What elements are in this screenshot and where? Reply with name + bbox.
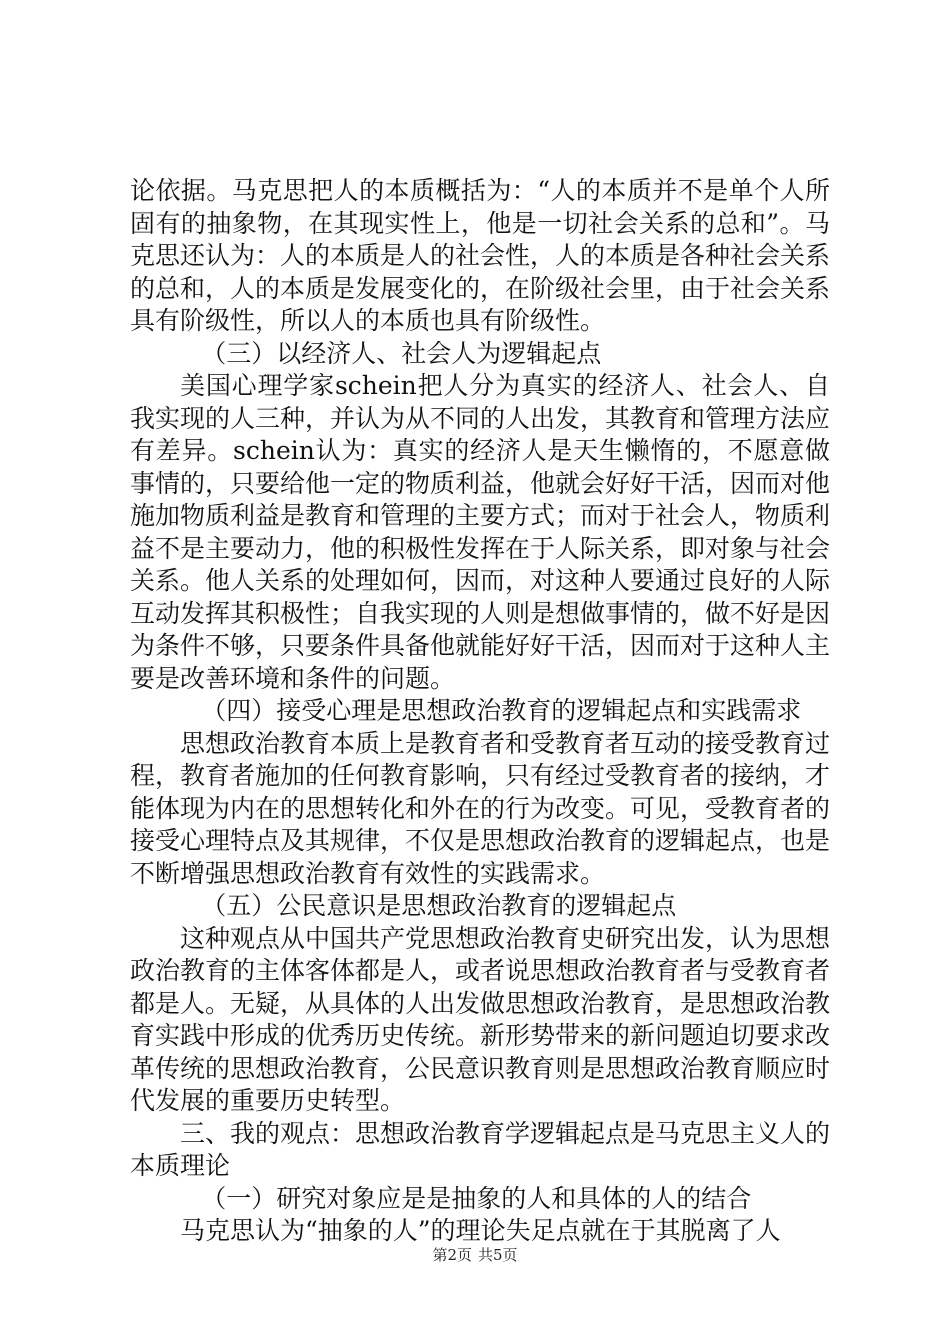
- paragraph: 这种观点从中国共产党思想政治教育史研究出发，认为思想政治教育的主体客体都是人，或者说思想政治教育者与受教育者都是人。无疑，从具体的人出发做思想政治教育，是思想政治教育实践中形成的优秀历史传统。新形势带来的新问题迫切要求改革传统的思想政治教育，公民意识教育则是思想政治教育顺应时代发展的重要历史转型。: [130, 923, 831, 1115]
- section-heading: [130, 1183, 830, 1216]
- paragraph: 马克思认为“抽象的人”的理论失足点就在于其脱离了人: [180, 1216, 781, 1245]
- chapter-heading: 三、我的观点：思想政治教育学逻辑起点是马克思主义人的本质理论: [130, 1118, 831, 1180]
- document-body: [130, 175, 830, 1248]
- section-heading: [130, 890, 830, 923]
- section-heading-text: （一）研究对象应是是抽象的人和具体的人的结合: [201, 1183, 752, 1213]
- paragraph: 美国心理学家schein把人分为真实的经济人、社会人、自我实现的人三种，并认为从不同的人出发，其教育和管理方法应有差异。schein认为：真实的经济人是天生懒惰的，不愿意做事情的，只要给他一定的物质利益，他就会好好干活，因而对他施加物质利益是教育和管理的主要方式；而对于社会人，物质利益不是主要动力，他的积极性发挥在于人际关系，即对象与社会关系。他人关系的处理如何，因而，对这种人要通过良好的人际互动发挥其积极性；自我实现的人则是想做事情的，做不好是因为条件不够，只要条件具备他就能好好干活，因而对于这种人主要是改善环境和条件的问题。: [130, 371, 831, 693]
- section-heading-text: （三）以经济人、社会人为逻辑起点: [201, 338, 602, 368]
- paragraph: 思想政治教育本质上是教育者和受教育者互动的接受教育过程，教育者施加的任何教育影响，只有经过受教育者的接纳，才能体现为内在的思想转化和外在的行为改变。可见，受教育者的接受心理特点及其规律，不仅是思想政治教育的逻辑起点，也是不断增强思想政治教育有效性的实践需求。: [130, 728, 831, 888]
- page-number: 第2页: [432, 1246, 472, 1264]
- section-heading: [130, 338, 830, 371]
- page-total: 共5页: [478, 1246, 518, 1264]
- page-footer: [0, 1244, 950, 1265]
- section-heading-text: （四）接受心理是思想政治教育的逻辑起点和实践需求: [201, 696, 802, 725]
- section-heading: [130, 695, 830, 728]
- paragraph: 论依据。马克思把人的本质概括为：“人的本质并不是单个人所固有的抽象物，在其现实性上，他是一切社会关系的总和”。马克思还认为：人的本质是人的社会性，人的本质是各种社会关系的总和，人的本质是发展变化的，在阶级社会里，由于社会关系具有阶级性，所以人的本质也具有阶级性。: [130, 176, 831, 335]
- section-heading-text: （五）公民意识是思想政治教育的逻辑起点: [201, 891, 677, 920]
